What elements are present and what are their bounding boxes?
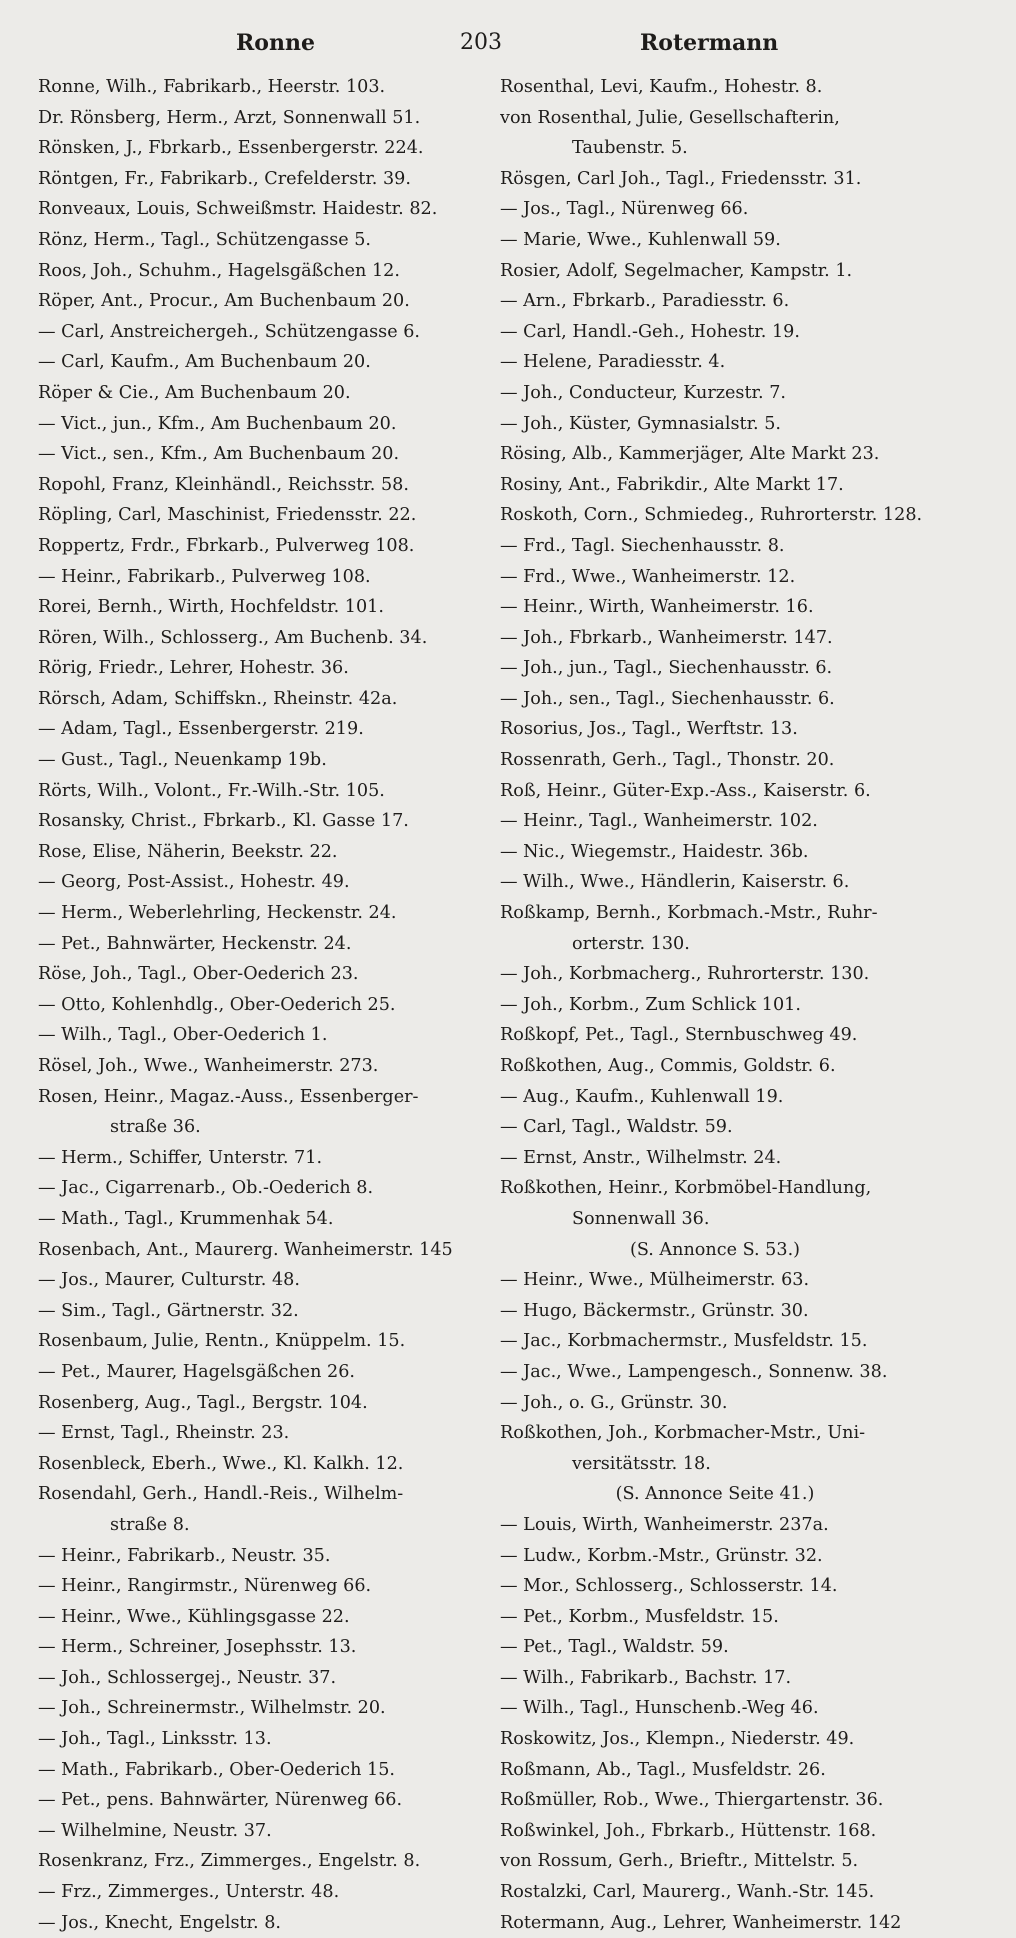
directory-entry: — Wilh., Wwe., Händlerin, Kaiserstr. 6. bbox=[500, 872, 850, 893]
directory-entry: Röse, Joh., Tagl., Ober-Oederich 23. bbox=[38, 964, 359, 985]
directory-entry: Roßkothen, Heinr., Korbmöbel-Handlung, bbox=[500, 1178, 872, 1199]
directory-entry: — Joh., Küster, Gymnasialstr. 5. bbox=[500, 413, 782, 434]
directory-entry: Rorei, Bernh., Wirth, Hochfeldstr. 101. bbox=[38, 597, 384, 618]
directory-entry: — Pet., pens. Bahnwärter, Nürenweg 66. bbox=[38, 1790, 403, 1811]
directory-entry: — Joh., Korbm., Zum Schlick 101. bbox=[500, 994, 801, 1015]
entry-continuation: straße 8. bbox=[110, 1514, 190, 1535]
directory-entry: Rosansky, Christ., Fbrkarb., Kl. Gasse 17. bbox=[38, 811, 409, 832]
directory-entry: — Heinr., Wwe., Kühlingsgasse 22. bbox=[38, 1606, 350, 1627]
directory-entry: Rotermann, Aug., Lehrer, Wanheimerstr. 142 bbox=[500, 1912, 902, 1933]
directory-entry: — Mor., Schlosserg., Schlosserstr. 14. bbox=[500, 1576, 838, 1597]
directory-entry: — Wilh., Fabrikarb., Bachstr. 17. bbox=[500, 1667, 792, 1688]
directory-entry: Roßmann, Ab., Tagl., Musfeldstr. 26. bbox=[500, 1759, 826, 1780]
directory-entry: Roßmüller, Rob., Wwe., Thiergartenstr. 36. bbox=[500, 1790, 884, 1811]
directory-entry: — Carl, Tagl., Waldstr. 59. bbox=[500, 1117, 733, 1138]
directory-entry: — Wilhelmine, Neustr. 37. bbox=[38, 1820, 272, 1841]
directory-entry: — Ernst, Anstr., Wilhelmstr. 24. bbox=[500, 1147, 782, 1168]
directory-entry: — Joh., Conducteur, Kurzestr. 7. bbox=[500, 382, 786, 403]
directory-entry: Ropohl, Franz, Kleinhändl., Reichsstr. 58. bbox=[38, 474, 409, 495]
directory-entry: — Frd., Tagl. Siechenhausstr. 8. bbox=[500, 535, 785, 556]
directory-entry: Röper & Cie., Am Buchenbaum 20. bbox=[38, 382, 351, 403]
directory-entry: — Herm., Weberlehrling, Heckenstr. 24. bbox=[38, 903, 397, 924]
directory-entry: — Heinr., Tagl., Wanheimerstr. 102. bbox=[500, 811, 818, 832]
directory-entry: — Joh., Tagl., Linksstr. 13. bbox=[38, 1729, 272, 1750]
directory-entry: — Otto, Kohlenhdlg., Ober-Oederich 25. bbox=[38, 994, 396, 1015]
directory-entry: Rosenberg, Aug., Tagl., Bergstr. 104. bbox=[38, 1392, 368, 1413]
directory-entry: Rostalzki, Carl, Maurerg., Wanh.-Str. 145. bbox=[500, 1882, 875, 1903]
directory-entry: — Herm., Schiffer, Unterstr. 71. bbox=[38, 1147, 323, 1168]
directory-entry: — Jac., Cigarrenarb., Ob.-Oederich 8. bbox=[38, 1178, 374, 1199]
directory-entry: — Math., Tagl., Krummenhak 54. bbox=[38, 1208, 334, 1229]
directory-entry: — Heinr., Rangirmstr., Nürenweg 66. bbox=[38, 1576, 372, 1597]
directory-entry: — Vict., sen., Kfm., Am Buchenbaum 20. bbox=[38, 444, 400, 465]
page-number: 203 bbox=[460, 30, 502, 55]
entry-continuation: Sonnenwall 36. bbox=[572, 1208, 710, 1229]
directory-entry: Roos, Joh., Schuhm., Hagelsgäßchen 12. bbox=[38, 260, 400, 281]
directory-entry: Rösing, Alb., Kammerjäger, Alte Markt 23. bbox=[500, 444, 880, 465]
directory-entry: Rosen, Heinr., Magaz.-Auss., Essenberger- bbox=[38, 1086, 419, 1107]
directory-entry: — Heinr., Wirth, Wanheimerstr. 16. bbox=[500, 597, 814, 618]
directory-entry: — Marie, Wwe., Kuhlenwall 59. bbox=[500, 229, 781, 250]
directory-entry: Rosenkranz, Frz., Zimmerges., Engelstr. 8. bbox=[38, 1851, 421, 1872]
directory-entry: — Louis, Wirth, Wanheimerstr. 237a. bbox=[500, 1514, 829, 1535]
directory-entry: Rörsch, Adam, Schiffskn., Rheinstr. 42a. bbox=[38, 688, 398, 709]
directory-entry: — Jos., Tagl., Nürenweg 66. bbox=[500, 199, 749, 220]
directory-entry: Ronveaux, Louis, Schweißmstr. Haidestr. 82. bbox=[38, 199, 438, 220]
directory-entry: Roßkopf, Pet., Tagl., Sternbuschweg 49. bbox=[500, 1025, 858, 1046]
directory-entry: Roskoth, Corn., Schmiedeg., Ruhrorterstr. 128. bbox=[500, 505, 923, 526]
directory-entry: Rören, Wilh., Schlosserg., Am Buchenb. 34. bbox=[38, 627, 428, 648]
directory-entry: — Joh., Fbrkarb., Wanheimerstr. 147. bbox=[500, 627, 833, 648]
directory-entry: — Pet., Korbm., Musfeldstr. 15. bbox=[500, 1606, 779, 1627]
directory-entry: — Gust., Tagl., Neuenkamp 19b. bbox=[38, 750, 327, 771]
directory-entry: Rönsken, J., Fbrkarb., Essenbergerstr. 224. bbox=[38, 138, 424, 159]
directory-entry: — Pet., Tagl., Waldstr. 59. bbox=[500, 1637, 729, 1658]
directory-entry: Roßkamp, Bernh., Korbmach.-Mstr., Ruhr- bbox=[500, 903, 878, 924]
directory-entry: Ronne, Wilh., Fabrikarb., Heerstr. 103. bbox=[38, 77, 386, 97]
directory-entry: — Herm., Schreiner, Josephsstr. 13. bbox=[38, 1637, 357, 1658]
directory-entry: Rörig, Friedr., Lehrer, Hohestr. 36. bbox=[38, 658, 349, 679]
entry-continuation: versitätsstr. 18. bbox=[572, 1453, 711, 1474]
directory-entry: — Sim., Tagl., Gärtnerstr. 32. bbox=[38, 1300, 299, 1321]
directory-entry: Rönz, Herm., Tagl., Schützengasse 5. bbox=[38, 229, 372, 250]
directory-entry: Rosenbach, Ant., Maurerg. Wanheimerstr. 145 bbox=[38, 1239, 453, 1260]
directory-entry: Rösel, Joh., Wwe., Wanheimerstr. 273. bbox=[38, 1056, 379, 1076]
directory-entry: — Joh., Schlossergej., Neustr. 37. bbox=[38, 1667, 337, 1688]
directory-entry: — Aug., Kaufm., Kuhlenwall 19. bbox=[500, 1086, 784, 1107]
directory-entry: Roskowitz, Jos., Klempn., Niederstr. 49. bbox=[500, 1729, 855, 1750]
directory-entry: Rosiny, Ant., Fabrikdir., Alte Markt 17. bbox=[500, 474, 844, 495]
directory-entry: — Jac., Wwe., Lampengesch., Sonnenw. 38. bbox=[500, 1361, 888, 1382]
directory-entry: — Ernst, Tagl., Rheinstr. 23. bbox=[38, 1423, 290, 1444]
directory-entry: — Carl, Kaufm., Am Buchenbaum 20. bbox=[38, 352, 371, 373]
directory-entry: Rose, Elise, Näherin, Beekstr. 22. bbox=[38, 841, 338, 862]
directory-entry: Dr. Rönsberg, Herm., Arzt, Sonnenwall 51. bbox=[38, 107, 421, 128]
header-left-keyword: Ronne bbox=[236, 30, 315, 56]
entry-continuation: orterstr. 130. bbox=[572, 933, 690, 954]
directory-entry: — Georg, Post-Assist., Hohestr. 49. bbox=[38, 872, 350, 893]
directory-entry: Roßkothen, Joh., Korbmacher-Mstr., Uni- bbox=[500, 1423, 866, 1444]
header-right-keyword: Rotermann bbox=[640, 30, 779, 56]
directory-entry: — Vict., jun., Kfm., Am Buchenbaum 20. bbox=[38, 413, 397, 434]
directory-entry: Röper, Ant., Procur., Am Buchenbaum 20. bbox=[38, 291, 410, 312]
directory-entry: — Arn., Fbrkarb., Paradiesstr. 6. bbox=[500, 291, 790, 312]
directory-entry: — Carl, Anstreichergeh., Schützengasse 6. bbox=[38, 321, 420, 342]
directory-entry: Roßkothen, Aug., Commis, Goldstr. 6. bbox=[500, 1056, 836, 1076]
directory-entry: — Heinr., Wwe., Mülheimerstr. 63. bbox=[500, 1270, 810, 1291]
directory-entry: Rosendahl, Gerh., Handl.-Reis., Wilhelm- bbox=[38, 1484, 404, 1505]
directory-entry: — Joh., Korbmacherg., Ruhrorterstr. 130. bbox=[500, 964, 870, 985]
entry-continuation: Taubenstr. 5. bbox=[572, 138, 688, 159]
annonce-note: (S. Annonce S. 53.) bbox=[629, 1239, 801, 1260]
directory-entry: Rosenbleck, Eberh., Wwe., Kl. Kalkh. 12. bbox=[38, 1453, 404, 1474]
directory-entry: — Nic., Wiegemstr., Haidestr. 36b. bbox=[500, 841, 809, 862]
directory-entry: — Heinr., Fabrikarb., Pulverweg 108. bbox=[38, 566, 371, 587]
directory-entry: — Math., Fabrikarb., Ober-Oederich 15. bbox=[38, 1759, 396, 1780]
directory-entry: — Jos., Maurer, Culturstr. 48. bbox=[38, 1270, 300, 1291]
directory-entry: — Frz., Zimmerges., Unterstr. 48. bbox=[38, 1882, 340, 1903]
directory-entry: Rosenthal, Levi, Kaufm., Hohestr. 8. bbox=[500, 77, 823, 97]
directory-entry: — Adam, Tagl., Essenbergerstr. 219. bbox=[38, 719, 364, 740]
directory-entry: — Jac., Korbmachermstr., Musfeldstr. 15. bbox=[500, 1331, 868, 1352]
directory-entry: von Rossum, Gerh., Brieftr., Mittelstr. 5. bbox=[500, 1851, 859, 1872]
directory-entry: — Pet., Bahnwärter, Heckenstr. 24. bbox=[38, 933, 352, 954]
directory-entry: Rörts, Wilh., Volont., Fr.-Wilh.-Str. 105. bbox=[38, 780, 385, 801]
directory-entry: Rosorius, Jos., Tagl., Werftstr. 13. bbox=[500, 719, 798, 740]
directory-entry: — Hugo, Bäckermstr., Grünstr. 30. bbox=[500, 1300, 809, 1321]
directory-entry: Röntgen, Fr., Fabrikarb., Crefelderstr. 39. bbox=[38, 168, 411, 189]
directory-entry: — Wilh., Tagl., Hunschenb.-Weg 46. bbox=[500, 1698, 819, 1719]
directory-entry: — Heinr., Fabrikarb., Neustr. 35. bbox=[38, 1545, 331, 1566]
directory-entry: Roßwinkel, Joh., Fbrkarb., Hüttenstr. 168. bbox=[500, 1820, 877, 1841]
directory-entry: Rossenrath, Gerh., Tagl., Thonstr. 20. bbox=[500, 750, 835, 771]
directory-entry: — Pet., Maurer, Hagelsgäßchen 26. bbox=[38, 1361, 355, 1382]
directory-entry: — Wilh., Tagl., Ober-Oederich 1. bbox=[38, 1025, 328, 1046]
directory-entry: — Carl, Handl.-Geh., Hohestr. 19. bbox=[500, 321, 800, 342]
directory-entry: Rösgen, Carl Joh., Tagl., Friedensstr. 31. bbox=[500, 168, 862, 189]
entry-continuation: straße 36. bbox=[110, 1117, 201, 1138]
right-column bbox=[500, 72, 970, 1938]
directory-entry: — Helene, Paradiesstr. 4. bbox=[500, 352, 726, 373]
directory-entry: Roppertz, Frdr., Fbrkarb., Pulverweg 108. bbox=[38, 535, 415, 556]
annonce-note: (S. Annonce Seite 41.) bbox=[615, 1484, 815, 1505]
directory-entry: — Joh., jun., Tagl., Siechenhausstr. 6. bbox=[500, 658, 833, 679]
directory-entry: Röpling, Carl, Maschinist, Friedensstr. 22. bbox=[38, 505, 417, 526]
directory-entry: — Frd., Wwe., Wanheimerstr. 12. bbox=[500, 566, 796, 587]
directory-entry: von Rosenthal, Julie, Gesellschafterin, bbox=[500, 107, 840, 128]
directory-entry: Rosier, Adolf, Segelmacher, Kampstr. 1. bbox=[500, 260, 853, 281]
directory-entry: — Joh., o. G., Grünstr. 30. bbox=[500, 1392, 728, 1413]
directory-entry: Roß, Heinr., Güter-Exp.-Ass., Kaiserstr. 6. bbox=[500, 780, 871, 801]
directory-entry: — Joh., sen., Tagl., Siechenhausstr. 6. bbox=[500, 688, 835, 709]
directory-entry: — Joh., Schreinermstr., Wilhelmstr. 20. bbox=[38, 1698, 386, 1719]
directory-entry: — Jos., Knecht, Engelstr. 8. bbox=[38, 1912, 281, 1933]
directory-entry: Rosenbaum, Julie, Rentn., Knüppelm. 15. bbox=[38, 1331, 406, 1352]
directory-entry: — Ludw., Korbm.-Mstr., Grünstr. 32. bbox=[500, 1545, 823, 1566]
left-column bbox=[38, 72, 490, 1938]
